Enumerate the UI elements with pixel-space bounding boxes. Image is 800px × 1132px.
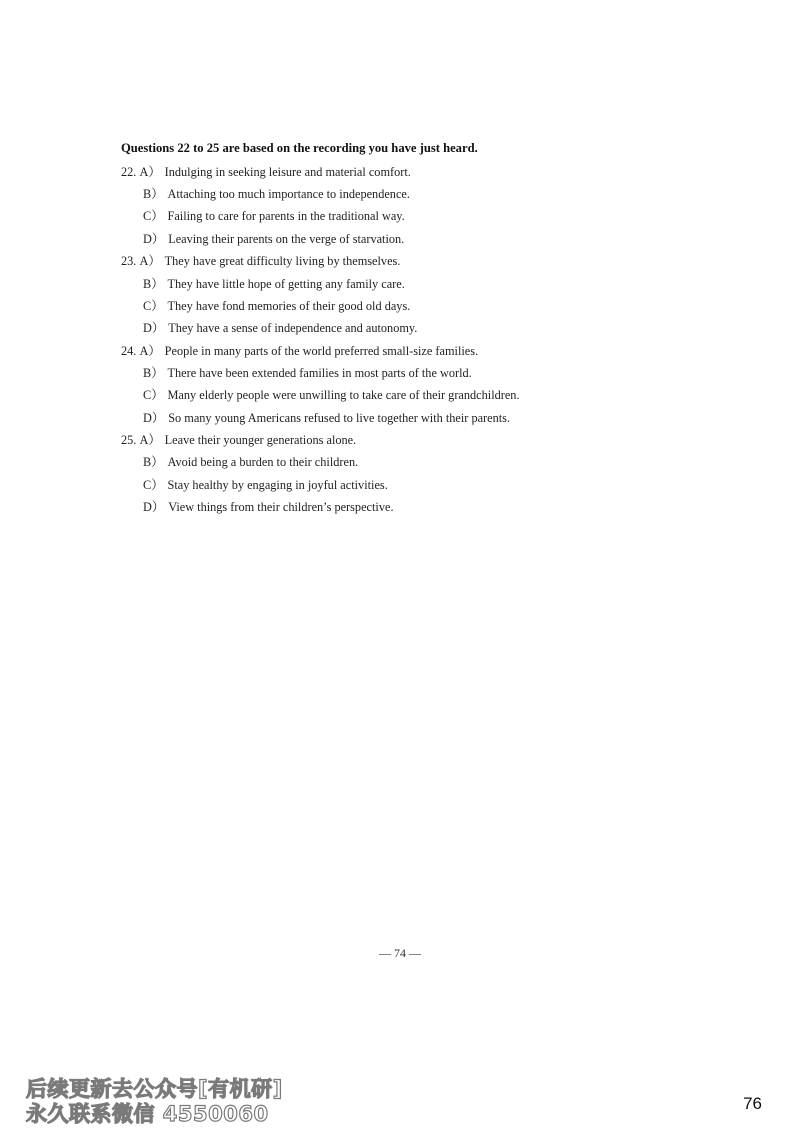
question-25-option-d (143, 499, 394, 515)
option-letter: C） (143, 478, 164, 492)
corner-page-number: 76 (743, 1094, 762, 1113)
option-letter: B） (143, 187, 164, 201)
option-letter: D） (143, 321, 165, 335)
question-24-option-b (143, 365, 472, 381)
option-letter: C） (143, 209, 164, 223)
question-24-option-a (121, 343, 478, 359)
option-letter: A） (139, 254, 161, 268)
option-text: They have great difficulty living by themselves. (164, 254, 401, 268)
option-letter: C） (143, 388, 164, 402)
question-number: 24. (121, 344, 137, 358)
page-number: — 74 — (379, 946, 421, 960)
question-number: 23. (121, 254, 137, 268)
option-letter: D） (143, 500, 165, 514)
question-section-heading: Questions 22 to 25 are based on the recording you have just heard. (121, 141, 478, 155)
option-text: Failing to care for parents in the traditional way. (167, 209, 405, 223)
option-text: They have a sense of independence and autonomy. (168, 321, 418, 335)
option-letter: C） (143, 299, 164, 313)
option-letter: D） (143, 232, 165, 246)
option-letter: A） (139, 165, 161, 179)
question-22-option-d (143, 231, 404, 247)
watermark (26, 1077, 283, 1127)
question-24-option-c (143, 387, 520, 403)
question-22-option-a (121, 164, 411, 180)
option-text: They have fond memories of their good old days. (167, 299, 411, 313)
question-25-option-b (143, 454, 358, 470)
question-23-option-d (143, 320, 417, 336)
option-text: There have been extended families in most parts of the world. (167, 366, 472, 380)
option-letter: B） (143, 366, 164, 380)
option-text: Leave their younger generations alone. (164, 433, 357, 447)
question-23-option-c (143, 298, 410, 314)
option-letter: A） (139, 433, 161, 447)
option-text: Avoid being a burden to their children. (167, 455, 359, 469)
question-22-option-c (143, 208, 405, 224)
option-letter: A） (139, 344, 161, 358)
question-25-option-a (121, 432, 356, 448)
question-22-option-b (143, 186, 410, 202)
option-text: They have little hope of getting any family care. (167, 277, 405, 291)
watermark-line-1: 后续更新去公众号[有机研] (26, 1077, 283, 1101)
option-letter: B） (143, 277, 164, 291)
question-23-option-b (143, 276, 405, 292)
option-letter: D） (143, 411, 165, 425)
option-text: So many young Americans refused to live together with their parents. (168, 411, 511, 425)
option-text: People in many parts of the world preferred small-size families. (164, 344, 479, 358)
question-24-option-d (143, 410, 510, 426)
question-25-option-c (143, 477, 388, 493)
question-number: 25. (121, 433, 137, 447)
option-text: View things from their children’s perspective. (168, 500, 394, 514)
option-text: Many elderly people were unwilling to take care of their grandchildren. (167, 388, 520, 402)
option-text: Attaching too much importance to independence. (167, 187, 410, 201)
option-text: Stay healthy by engaging in joyful activities. (167, 478, 388, 492)
option-text: Indulging in seeking leisure and material comfort. (164, 165, 411, 179)
question-number: 22. (121, 165, 137, 179)
question-23-option-a (121, 253, 400, 269)
watermark-line-2: 永久联系微信 4550060 (26, 1102, 269, 1126)
option-letter: B） (143, 455, 164, 469)
option-text: Leaving their parents on the verge of starvation. (168, 232, 405, 246)
